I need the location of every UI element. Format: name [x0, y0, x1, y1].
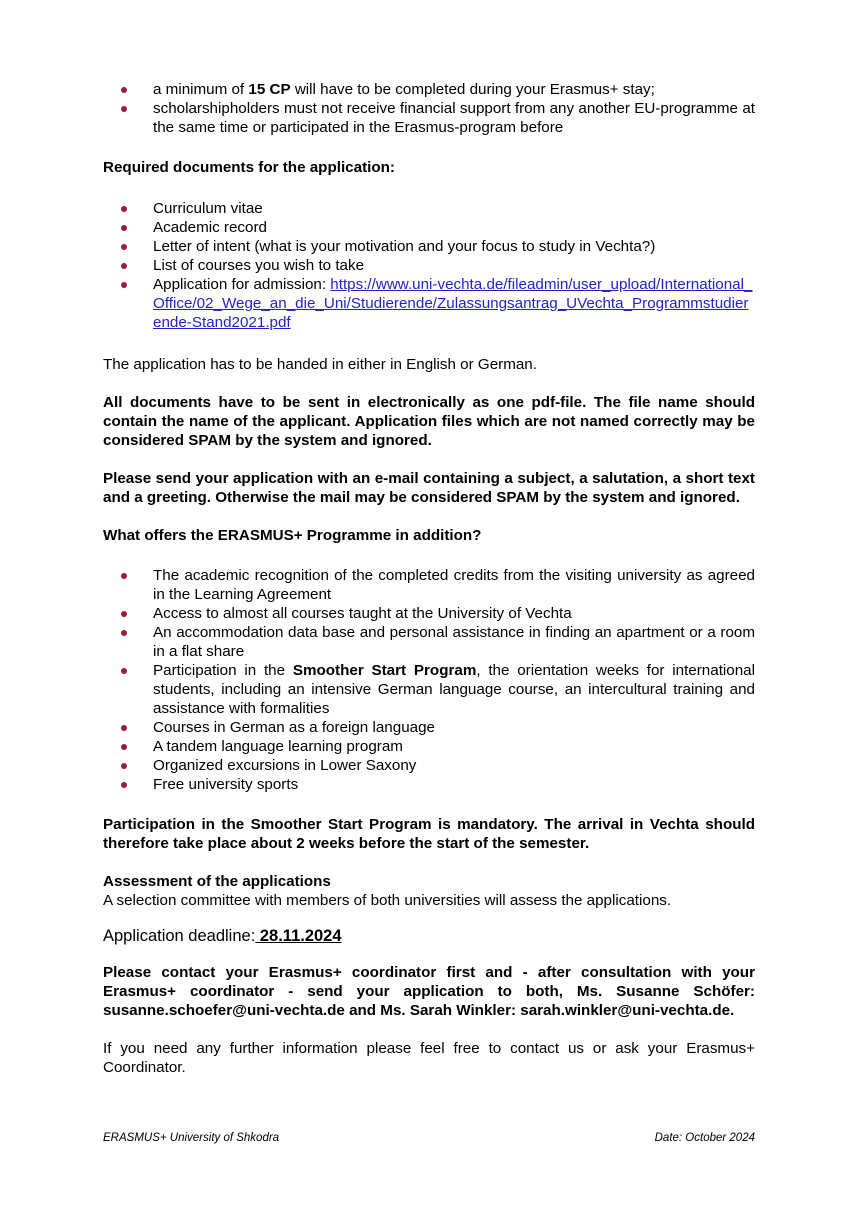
list-item: Curriculum vitae [103, 199, 755, 218]
required-docs-heading: Required documents for the application: [103, 159, 395, 176]
list-item: a minimum of 15 CP will have to be completed during your Erasmus+ stay; [103, 80, 755, 99]
admission-form-link[interactable]: https://www.uni-vechta.de/fileadmin/user_upload/International_Office/02_Wege_an_die_Uni/Studierende/Zulassungsantrag_UVechta_Programmstudierende-Stand2021.pdf [153, 276, 753, 331]
list-item: Application for admission: https://www.uni-vechta.de/fileadmin/user_upload/International_Office/02_Wege_an_die_Uni/Studierende/Zulassungsantrag_UVechta_Programmstudierende-Stand2021.pdf [103, 275, 755, 332]
mandatory-note: Participation in the Smoother Start Program is mandatory. The arrival in Vechta should therefore take place about 2 weeks before the start of the semester. [103, 816, 755, 852]
further-info: If you need any further information please feel free to contact us or ask your Erasmus+ Coordinator. [103, 1040, 755, 1076]
document-page [103, 80, 755, 1077]
footer-institution: ERASMUS+ University of Shkodra [103, 1132, 280, 1144]
bullet-icon [121, 725, 127, 731]
contact-note: Please contact your Erasmus+ coordinator first and - after consultation with your Erasmus+ coordinator - send your application to both, Ms. Susanne Schöfer: susanne.schoefer@uni-vechta.de and Ms. Sarah Winkler: sarah.winkler@uni-vechta.de. [103, 964, 755, 1019]
bullet-icon [121, 225, 127, 231]
deadline-date: 28.11.2024 [255, 927, 342, 945]
offers-list [103, 566, 755, 794]
footer-date: Date: October 2024 [654, 1132, 755, 1144]
required-docs-list [103, 199, 755, 332]
list-item: An accommodation data base and personal assistance in finding an apartment or a room in a flat share [103, 623, 755, 661]
bullet-icon [121, 282, 127, 288]
bullet-icon [121, 744, 127, 750]
list-item: Free university sports [103, 775, 755, 794]
list-item: Letter of intent (what is your motivation and your focus to study in Vechta?) [103, 237, 755, 256]
bullet-icon [121, 87, 127, 93]
bullet-icon [121, 763, 127, 769]
offers-heading: What offers the ERASMUS+ Programme in addition? [103, 527, 482, 544]
bullet-icon [121, 630, 127, 636]
bullet-icon [121, 573, 127, 579]
pdf-note: All documents have to be sent in electronically as one pdf-file. The file name should contain the name of the applicant. Application files which are not named correctly may be considered SPAM by the system and ignored. [103, 394, 755, 449]
page-footer [103, 1129, 755, 1148]
eligibility-list [103, 80, 755, 137]
bullet-icon [121, 244, 127, 250]
email-note: Please send your application with an e-mail containing a subject, a salutation, a short text and a greeting. Otherwise the mail may be considered SPAM by the system and ignored. [103, 470, 755, 506]
bullet-icon [121, 263, 127, 269]
assessment-text: A selection committee with members of both universities will assess the applications. [103, 892, 672, 909]
bullet-icon [121, 782, 127, 788]
list-item: Courses in German as a foreign language [103, 718, 755, 737]
list-item: A tandem language learning program [103, 737, 755, 756]
application-deadline: Application deadline: 28.11.2024 [103, 927, 342, 945]
list-item: scholarshipholders must not receive financial support from any another EU-programme at the same time or participated in the Erasmus-program before [103, 99, 755, 137]
bullet-icon [121, 668, 127, 674]
list-item: The academic recognition of the completed credits from the visiting university as agreed in the Learning Agreement [103, 566, 755, 604]
bullet-icon [121, 206, 127, 212]
bullet-icon [121, 106, 127, 112]
language-note: The application has to be handed in either in English or German. [103, 356, 537, 373]
list-item: List of courses you wish to take [103, 256, 755, 275]
assessment-heading: Assessment of the applications [103, 873, 331, 890]
list-item: Organized excursions in Lower Saxony [103, 756, 755, 775]
list-item: Participation in the Smoother Start Program, the orientation weeks for international students, including an intensive German language course, an intercultural training and assistance with formalities [103, 661, 755, 718]
list-item: Access to almost all courses taught at the University of Vechta [103, 604, 755, 623]
bullet-icon [121, 611, 127, 617]
list-item: Academic record [103, 218, 755, 237]
